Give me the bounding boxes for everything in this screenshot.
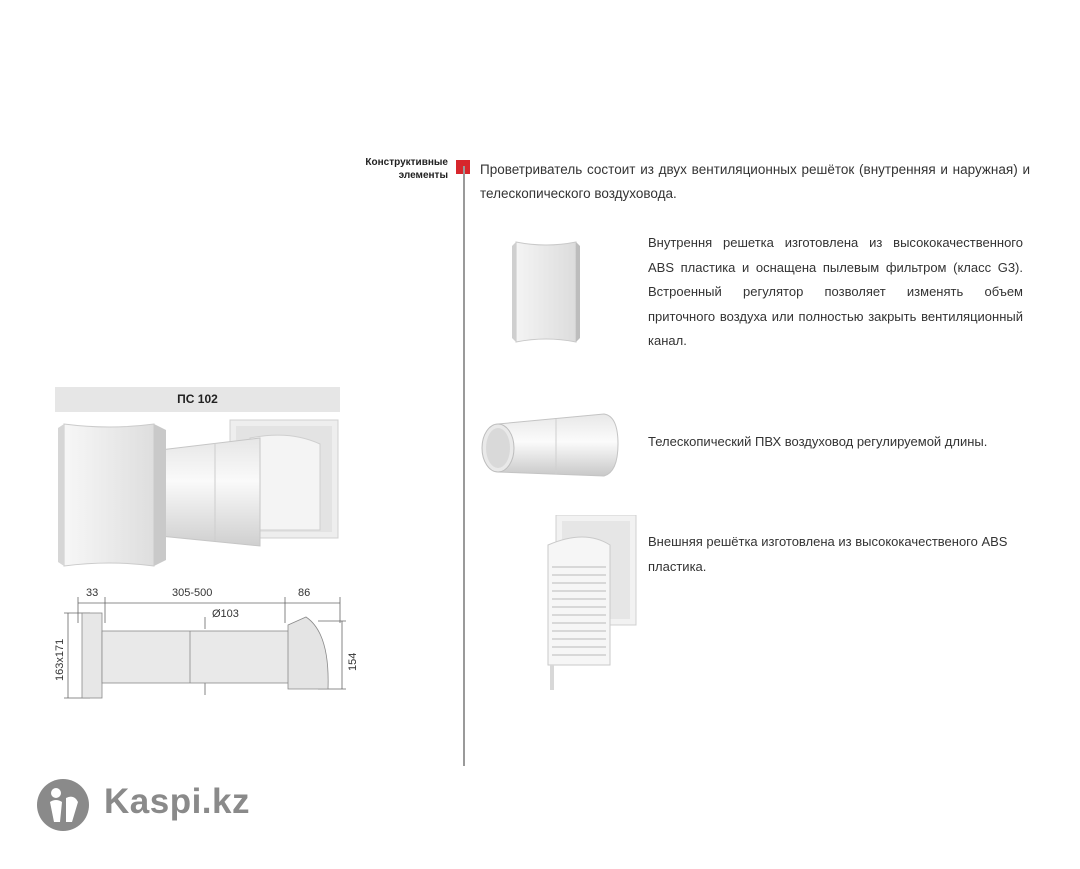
intro-text: Проветриватель состоит из двух вентиляционных решёток (внутренняя и наружная) и телескопического воздуховода. — [480, 162, 1030, 201]
product-photo — [50, 418, 342, 576]
dim-height-left: 163x171 — [54, 638, 66, 681]
model-title: ПС 102 — [55, 387, 340, 412]
inner-grille-icon — [510, 238, 582, 346]
dimension-drawing — [50, 583, 360, 708]
component-duct-text: Телескопический ПВХ воздуховод регулируемой длины. — [648, 434, 988, 449]
dim-diameter: Ø103 — [212, 608, 239, 620]
section-label-line1: Конструктивные — [365, 157, 448, 168]
kaspi-watermark-text: Kaspi.kz — [104, 782, 250, 821]
dim-length-range: 305-500 — [172, 587, 213, 599]
component-inner-grille-text: Внутрення решетка изготовлена из высококачественного ABS пластика и оснащена пылевым фильтром (класс G3). Встроенный регулятор позволяет изменять объем приточного воздуха или полностью закрыть вентиляционный канал. — [648, 235, 1023, 348]
dim-right-width: 86 — [298, 587, 311, 599]
component-outer-grille-text: Внешняя решётка изготовлена из высококачественого ABS пластика. — [648, 534, 1008, 574]
kaspi-logo-icon — [36, 778, 90, 832]
dim-height-right: 154 — [347, 652, 359, 671]
section-label — [330, 156, 448, 182]
section-label-line2: элементы — [398, 170, 448, 181]
section-divider — [463, 166, 465, 766]
outer-grille-icon — [540, 515, 640, 695]
telescopic-duct-icon — [478, 410, 620, 484]
dim-left-width: 33 — [86, 587, 99, 599]
